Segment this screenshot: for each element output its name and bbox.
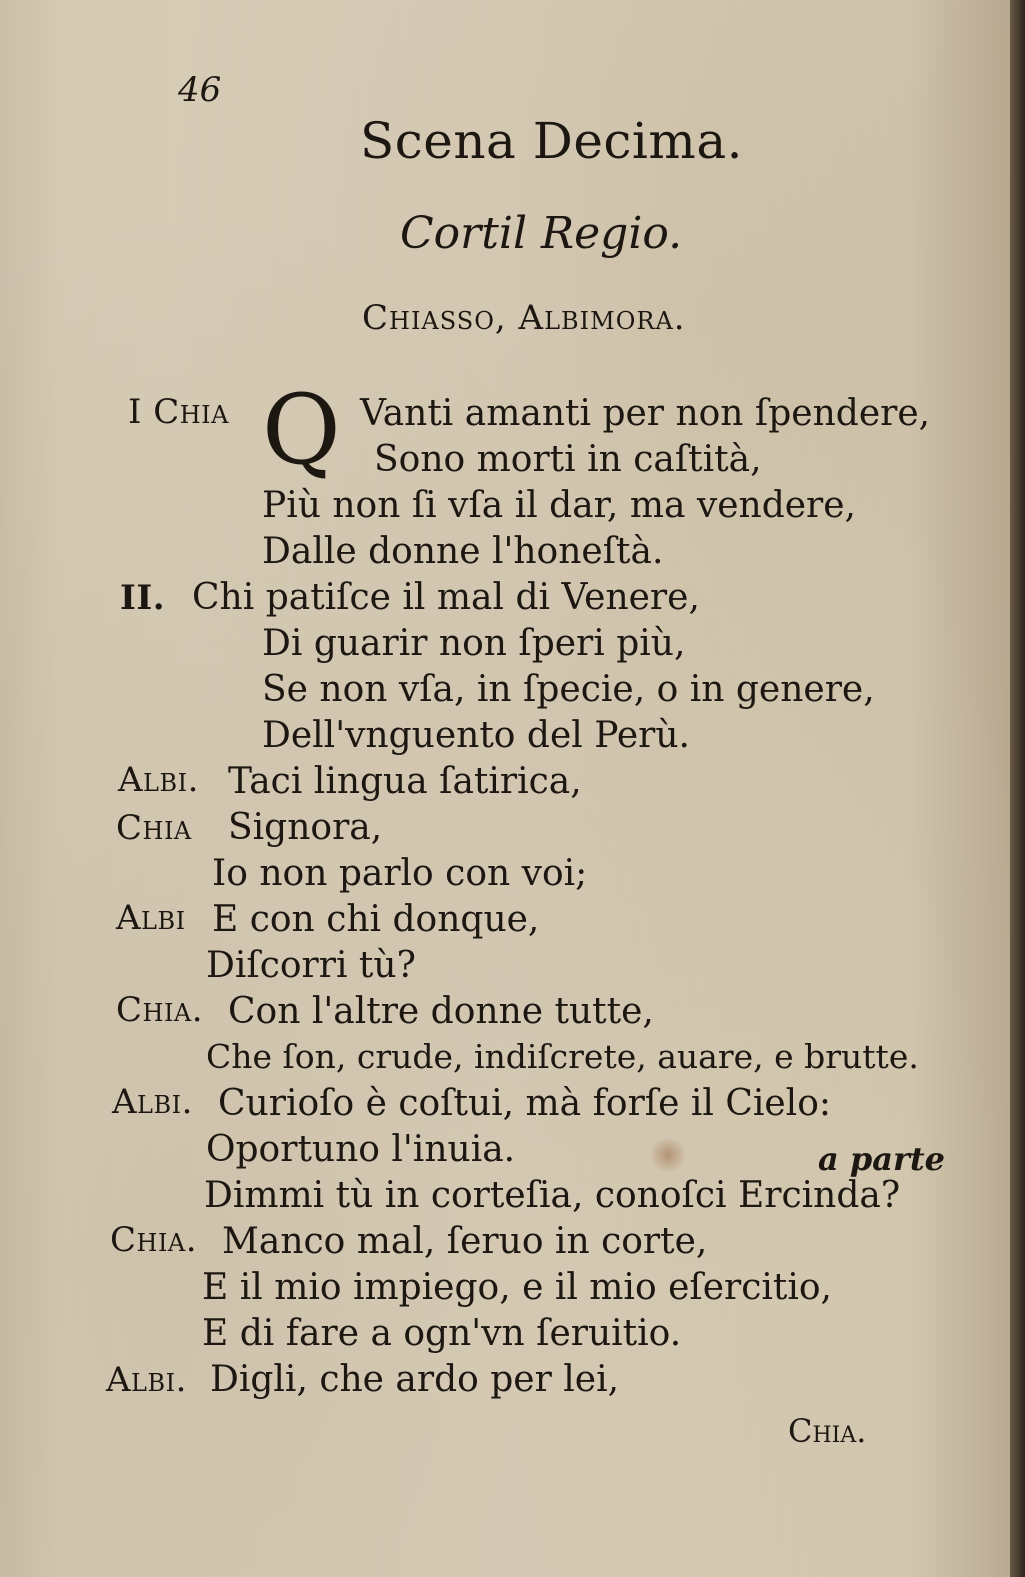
verse-line: E il mio impiego, e il mio eſercitio, [202, 1267, 832, 1308]
scene-title: Scena Decima. [360, 112, 744, 170]
verse-line: Se non vſa, in ſpecie, o in genere, [262, 669, 875, 710]
speaker-label: Albi [116, 898, 186, 938]
verse-line: Manco mal, ſeruo in corte, [222, 1221, 708, 1262]
verse-line: Con l'altre donne tutte, [228, 991, 654, 1032]
speaker-label: Albi. [106, 1360, 187, 1400]
verse-line: Più non ſi vſa il dar, ma vendere, [262, 485, 856, 526]
verse-line: Diſcorri tù? [206, 945, 416, 986]
speaker-label: Albi. [112, 1082, 193, 1122]
book-spine-shadow [1010, 0, 1025, 1577]
verse-line: Dalle donne l'honeſtà. [262, 531, 664, 572]
speaker-label: I Chia [128, 392, 229, 432]
page-stain [648, 1138, 688, 1172]
catchword: Chia. [788, 1412, 867, 1450]
speaker-label: Chia. [110, 1220, 198, 1260]
page-number: 46 [178, 70, 222, 110]
verse-line: Dimmi tù in corteſia, conoſci Ercinda? [204, 1175, 901, 1216]
speaker-label: Albi. [118, 760, 199, 800]
verse-line: Che ſon, crude, indiſcrete, auare, e brutte. [206, 1037, 919, 1076]
speaker-label: Chia [116, 808, 192, 848]
verse-line: Dell'vnguento del Perù. [262, 715, 690, 756]
speaker-label: II. [120, 578, 166, 618]
character-list: Chiasso, Albimora. [362, 298, 686, 338]
verse-line: Taci lingua ſatirica, [228, 761, 582, 802]
verse-line: Vanti amanti per non ſpendere, [360, 393, 931, 434]
stage-direction-aside: a parte [818, 1140, 945, 1178]
verse-line: Digli, che ardo per lei, [210, 1359, 620, 1400]
scene-location: Cortil Regio. [400, 208, 683, 259]
verse-line: Sono morti in caſtità, [374, 439, 762, 480]
speaker-label: Chia. [116, 990, 204, 1030]
verse-line: Oportuno l'inuia. [206, 1129, 516, 1170]
verse-line: Io non parlo con voi; [212, 853, 588, 894]
verse-line: Chi patiſce il mal di Venere, [192, 577, 700, 618]
drop-cap: Q [262, 374, 341, 486]
verse-line: Signora, [228, 807, 383, 848]
verse-line: E con chi donque, [212, 899, 540, 940]
verse-line: E di fare a ogn'vn ſeruitio. [202, 1313, 682, 1354]
verse-line: Curioſo è coſtui, mà forſe il Cielo: [218, 1083, 832, 1124]
verse-line: Di guarir non ſperi più, [262, 623, 686, 664]
